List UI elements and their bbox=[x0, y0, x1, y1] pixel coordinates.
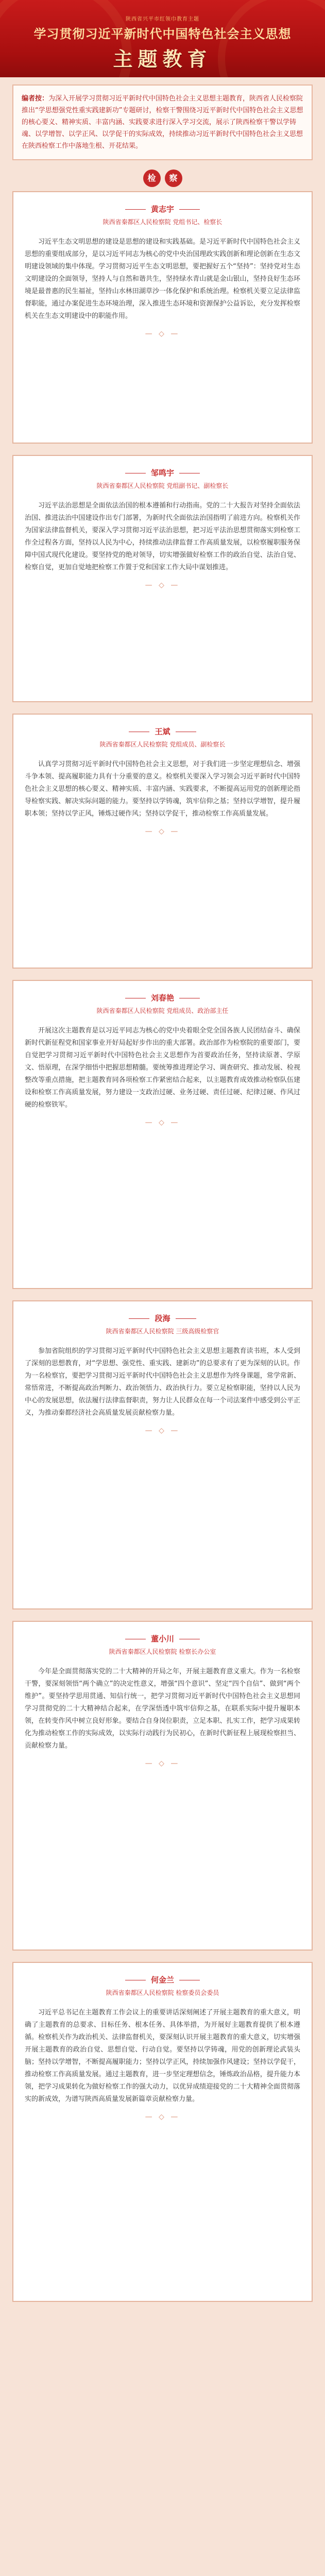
author-name: 邹鸣宇 bbox=[25, 467, 300, 478]
article-card bbox=[12, 1300, 313, 1609]
article-card bbox=[12, 714, 313, 969]
article-body: 开展这次主题教育是以习近平同志为核心的党中央着眼全党全国各族人民团结奋斗、确保新时代新征程党和国家事业开好局起好步作出的重大部署。政治部作为检察院的重要部门，要自觉把学习贯彻习近平新时代中国特色社会主义思想作为首要政治任务，坚持读原著、学原文、悟原理，在深学细悟中把握思想精髓。要统筹推进理论学习、调查研究、推动发展、检视整改等重点措施，把主题教育同各项检察工作紧密结合起来，以主题教育成效推动检察队伍建设和检察工作高质量发展，努力建设一支政治过硬、业务过硬、责任过硬、纪律过硬、作风过硬的检察铁军。 bbox=[25, 1027, 300, 1109]
editor-note-text: 为深入开展学习贯彻习近平新时代中国特色社会主义思想主题教育，陕西省人民检察院推出“学思想强党性重实践建新功”专题研讨，检察干警围绕习近平新时代中国特色社会主义思想的核心要义、精神实质、丰富内涵、实践要求进行深入学习交流，展示了陕西检察干警以学铸魂、以学增智、以学正风、以学促干的实际成效，持续推动习近平新时代中国特色社会主义思想在陕西检察工作中落地生根、开花结果。 bbox=[22, 95, 303, 150]
divider-ornament: — ◇ — bbox=[145, 827, 180, 836]
author-affiliation: 陕西省秦都区人民检察院 党组成员、副检察长 bbox=[99, 741, 226, 748]
author-name: 何金兰 bbox=[25, 1974, 300, 1985]
divider-ornament: — ◇ — bbox=[145, 1118, 180, 1127]
author-affiliation: 陕西省秦都区人民检察院 党组书记、检察长 bbox=[102, 218, 223, 226]
article-card bbox=[12, 191, 313, 444]
article-card bbox=[12, 980, 313, 1289]
author-name: 黄志宇 bbox=[25, 204, 300, 214]
author-name: 董小川 bbox=[25, 1633, 300, 1644]
section-header-char-2: 察 bbox=[165, 170, 182, 187]
section-header bbox=[0, 170, 325, 187]
article-body: 今年是全面贯彻落实党的二十大精神的开局之年，开展主题教育意义重大。作为一名检察干警，要深刻领悟“两个确立”的决定性意义，增强“四个意识”、坚定“四个自信”、做到“两个维护”。要坚持学思用贯通、知信行统一，把学习贯彻习近平新时代中国特色社会主义思想同学习贯彻党的二十大精神结合起来，在学深悟透中筑牢信仰之基，在联系实际中提升履职本领，在转变作风中树立良好形象。要结合自身岗位职责，立足本职、扎实工作，把学习成果转化为推动检察工作的实际成效，以实际行动践行为民初心，在新时代新征程上展现检察担当、贡献检察力量。 bbox=[25, 1668, 300, 1750]
author-affiliation: 陕西省秦都区人民检察院 检察长办公室 bbox=[109, 1648, 216, 1655]
author-name: 王斌 bbox=[25, 726, 300, 737]
divider-ornament: — ◇ — bbox=[145, 330, 180, 338]
header-banner bbox=[0, 0, 325, 77]
article-body: 认真学习贯彻习近平新时代中国特色社会主义思想，对于我们进一步坚定理想信念、增强斗争本领、提高履职能力具有十分重要的意义。检察机关要深入学习领会习近平新时代中国特色社会主义思想的核心要义、精神实质、丰富内涵、实践要求，不断提高运用党的创新理论指导检察实践、解决实际问题的能力。要坚持以学铸魂，筑牢信仰之基；坚持以学增智，提升履职本领；坚持以学正风，锤炼过硬作风；坚持以学促干，推动检察工作高质量发展。 bbox=[25, 760, 300, 818]
article-body: 习近平生态文明思想的建设是思想的建设和实践基础。是习近平新时代中国特色社会主义思想的重要组成部分，是以习近平同志为核心的党中央治国理政实践创新和理论创新在生态文明建设领域的集中体现。学习贯彻习近平生态文明思想，要把握好五个“坚持”：坚持党对生态文明建设的全面领导，坚持人与自然和谐共生，坚持绿水青山就是金山银山，坚持良好生态环境是最普惠的民生福祉，坚持山水林田湖草沙一体化保护和系统治理。检察机关要立足法律监督职能，通过办案促进生态环境治理，深入推进生态环境和资源保护公益诉讼，充分发挥检察机关在生态文明建设中的职能作用。 bbox=[25, 238, 300, 320]
article-body: 习近平法治思想是全面依法治国的根本遵循和行动指南。党的二十大报告对坚持全面依法治国、推进法治中国建设作出专门部署，为新时代全面依法治国指明了前进方向。检察机关作为国家法律监督机关，要深入学习贯彻习近平法治思想，把习近平法治思想贯彻落实到检察工作全过程各方面，坚持以人民为中心，持续推动法律监督工作高质量发展，以检察履职服务保障中国式现代化建设。要坚持党的绝对领导，切实增强做好检察工作的政治自觉、法治自觉、检察自觉，更加自觉地把检察工作置于党和国家工作大局中谋划推进。 bbox=[25, 502, 300, 571]
divider-ornament: — ◇ — bbox=[145, 1759, 180, 1768]
author-name: 段海 bbox=[25, 1313, 300, 1324]
author-affiliation: 陕西省秦都区人民检察院 三级高级检察官 bbox=[106, 1328, 219, 1335]
article-card bbox=[12, 1962, 313, 2302]
banner-theme: 主题教育 bbox=[113, 47, 212, 71]
article-body: 参加省院组织的学习贯彻习近平新时代中国特色社会主义思想主题教育读书班，本人受到了深刻的思想教育，对“学思想、强党性、重实践、建新功”的总要求有了更为深刻的认识。作为一名检察官，要把学习贯彻习近平新时代中国特色社会主义思想作为终身课题，常学常新、常悟常进，不断提高政治判断力、政治领悟力、政治执行力。要立足检察职能，坚持以人民为中心的发展思想，依法履行法律监督职责，努力让人民群众在每一个司法案件中感受到公平正义，为推动秦都经济社会高质量发展贡献检察力量。 bbox=[25, 1347, 300, 1417]
section-header-char-1: 检 bbox=[143, 170, 161, 187]
editor-note-label: 编者按： bbox=[22, 95, 49, 103]
article-card bbox=[12, 1621, 313, 1951]
author-affiliation: 陕西省秦都区人民检察院 党组成员、政治部主任 bbox=[96, 1007, 229, 1014]
editor-note bbox=[12, 84, 313, 160]
divider-ornament: — ◇ — bbox=[145, 2113, 180, 2121]
divider-ornament: — ◇ — bbox=[145, 581, 180, 589]
author-affiliation: 陕西省秦都区人民检察院 党组副书记、副检察长 bbox=[96, 482, 229, 489]
banner-title: 学习贯彻习近平新时代中国特色社会主义思想 bbox=[33, 26, 292, 41]
author-name: 刘春艳 bbox=[25, 992, 300, 1003]
author-affiliation: 陕西省秦都区人民检察院 检察委员会委员 bbox=[106, 1989, 219, 1996]
article-body: 习近平总书记在主题教育工作会议上的重要讲话深刻阐述了开展主题教育的重大意义，明确了主题教育的总要求、目标任务、根本任务、具体举措，为开展好主题教育提供了根本遵循。检察机关作为政治机关、法律监督机关，要深刻认识开展主题教育的重大意义，切实增强开展主题教育的政治自觉、思想自觉、行动自觉。要坚持以学铸魂，用党的创新理论武装头脑；坚持以学增智，不断提高履职能力；坚持以学正风，持续加强作风建设；坚持以学促干，推动检察工作高质量发展。通过主题教育，进一步坚定理想信念，锤炼政治品格，提升能力本领，把学习成果转化为做好检察工作的强大动力，以优异成绩迎接党的二十大精神全面贯彻落实的新成效，为谱写陕西高质量发展新篇章贡献检察力量。 bbox=[25, 2009, 300, 2103]
article-card bbox=[12, 455, 313, 702]
banner-subtitle: 陕西省兴平市红领巾教育主题 bbox=[126, 16, 199, 22]
divider-ornament: — ◇ — bbox=[145, 1427, 180, 1435]
